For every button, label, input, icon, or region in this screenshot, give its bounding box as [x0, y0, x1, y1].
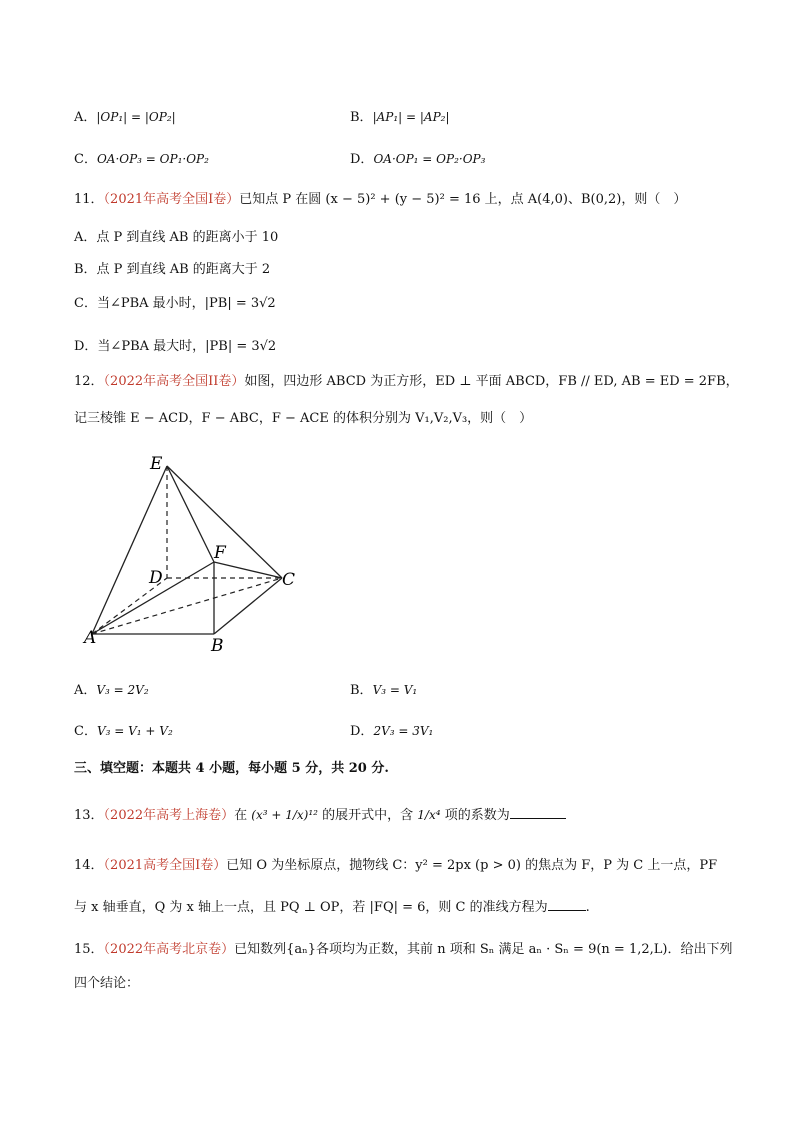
q12-stem-line1: 12．（2022年高考全国II卷）如图，四边形 ABCD 为正方形，ED ⊥ 平面 ABCD，FB // ED, AB = ED = 2FB， — [74, 374, 739, 389]
q12-option-d: D．2V₃ = 3V₁ — [350, 724, 434, 739]
q12-option-b: B．V₃ = V₁ — [350, 683, 418, 698]
q13-answer-blank — [510, 818, 566, 819]
q11-option-a: A．点 P 到直线 AB 的距离小于 10 — [74, 230, 279, 245]
q13-stem: 13．（2022年高考上海卷）在 (x³ + 1/x)¹² 的展开式中，含 1/x⁴ 项的系数为 — [74, 806, 566, 825]
label-d: D — [149, 568, 163, 588]
q11-option-b: B．点 P 到直线 AB 的距离大于 2 — [74, 262, 271, 277]
q11-option-d: D．当∠PBA 最大时，|PB| = 3√2 — [74, 339, 277, 354]
q15-stem-line1: 15．（2022年高考北京卷）已知数列{aₙ}各项均为正数，其前 n 项和 Sₙ 满足 aₙ · Sₙ = 9(n = 1,2,L)．给出下列 — [74, 942, 733, 957]
pyramid-diagram — [80, 450, 310, 660]
edge-ef — [167, 466, 214, 562]
label-e: E — [150, 454, 163, 474]
q14-answer-blank — [548, 910, 586, 911]
q13-term: 1/x⁴ — [417, 808, 441, 822]
q12-stem-line2: 记三棱锥 E − ACD，F − ABC，F − ACE 的体积分别为 V₁,V₂,V₃，则（ ） — [74, 411, 533, 426]
q10-option-b: B．|AP₁| = |AP₂| — [350, 110, 450, 125]
q10-option-a: A．|OP₁| = |OP₂| — [74, 110, 176, 125]
section-3-heading: 三、填空题：本题共 4 小题，每小题 5 分，共 20 分. — [74, 761, 389, 776]
q12-option-c: C．V₃ = V₁ + V₂ — [74, 724, 173, 739]
label-f: F — [214, 543, 226, 563]
edge-bc — [214, 578, 282, 634]
q11-option-c: C．当∠PBA 最小时，|PB| = 3√2 — [74, 296, 276, 311]
q14-stem-line2: 与 x 轴垂直，Q 为 x 轴上一点，且 PQ ⊥ OP，若 |FQ| = 6，则 C 的准线方程为 . — [74, 900, 590, 915]
q13-binomial-expression: (x³ + 1/x)¹² — [251, 808, 318, 822]
q14-stem-line1: 14．（2021高考全国I卷）已知 O 为坐标原点，抛物线 C：y² = 2px (p > 0) 的焦点为 F，P 为 C 上一点，PF — [74, 858, 718, 873]
edge-ac-hidden — [92, 578, 282, 634]
q10-option-d: D．OA·OP₁ = OP₂·OP₃ — [350, 152, 486, 167]
q12-source: （2022年高考全国II卷） — [103, 374, 245, 389]
q11-source: （2021年高考全国I卷） — [103, 192, 240, 207]
q10-option-c: C．OA·OP₃ = OP₁·OP₂ — [74, 152, 209, 167]
q15-source: （2022年高考北京卷） — [103, 942, 235, 957]
pyramid-figure — [80, 450, 310, 660]
q14-source: （2021高考全国I卷） — [103, 858, 227, 873]
q13-source: （2022年高考上海卷） — [103, 808, 235, 823]
edge-ea — [92, 466, 167, 634]
q12-option-a: A．V₃ = 2V₂ — [74, 683, 149, 698]
edge-fc — [214, 562, 282, 578]
q11-stem: 11．（2021年高考全国I卷）已知点 P 在圆 (x − 5)² + (y − 5)² = 16 上，点 A(4,0)、B(0,2)，则（ ） — [74, 192, 687, 207]
label-b: B — [211, 636, 224, 656]
label-c: C — [282, 570, 296, 590]
label-a: A — [84, 628, 97, 648]
q15-stem-line2: 四个结论： — [74, 976, 140, 991]
